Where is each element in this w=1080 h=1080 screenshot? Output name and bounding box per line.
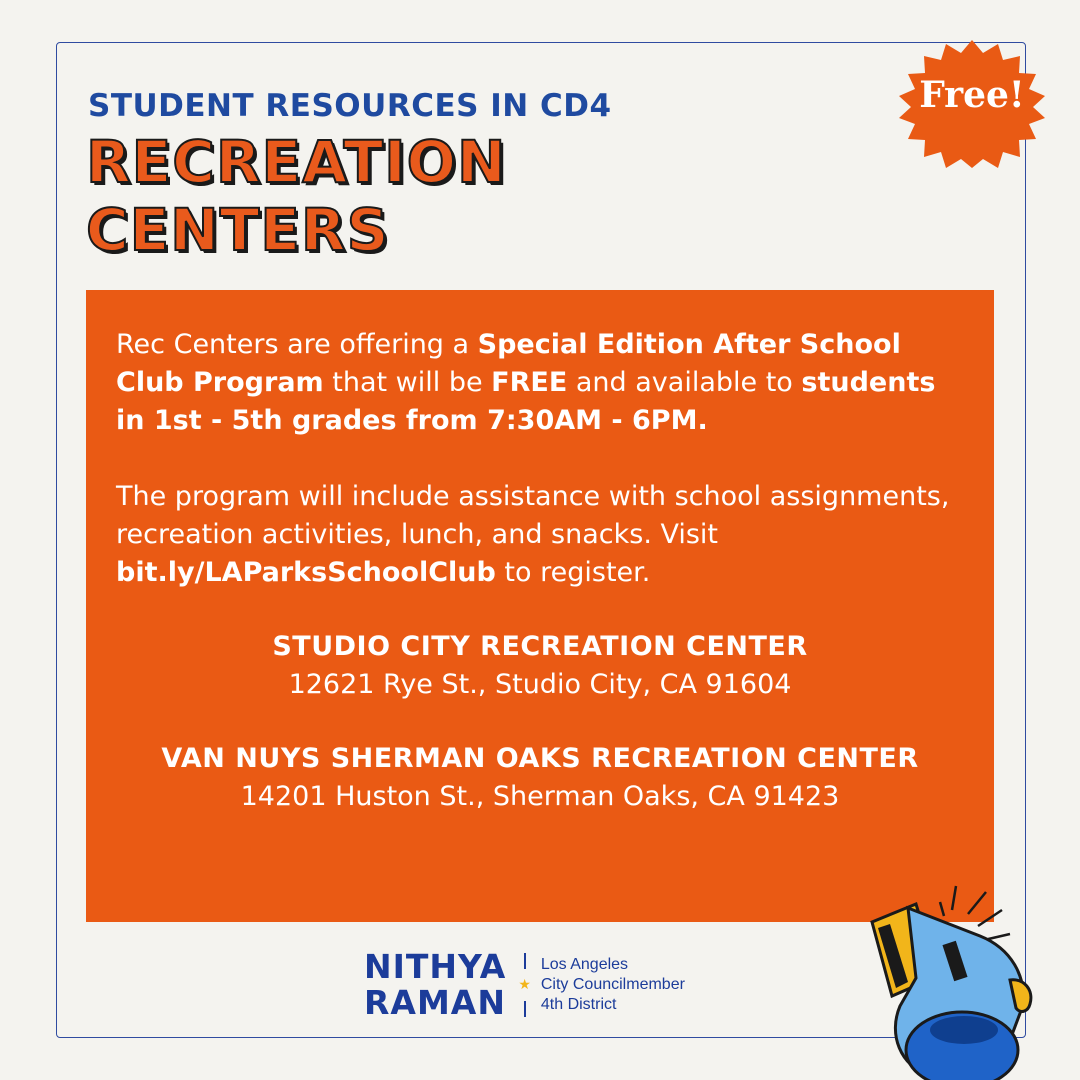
para1-program-name: Special Edition After School Club Program — [116, 329, 901, 398]
program-details — [116, 478, 964, 592]
separator-bar — [524, 953, 526, 969]
logo-name-line-1: NITHYA — [364, 947, 507, 986]
location-address: 12621 Rye St., Studio City, CA 91604 — [288, 669, 792, 700]
program-description — [116, 326, 964, 440]
title-line-2: CENTERS — [86, 196, 390, 264]
para1-eligibility: students in 1st - 5th grades from 7:30AM - 6PM. — [116, 367, 936, 436]
kicker-title: STUDENT RESOURCES IN CD4 — [88, 88, 612, 124]
location-van-nuys — [116, 740, 964, 816]
logo-office-line-1: Los Angeles — [540, 956, 629, 973]
free-badge-label: Free! — [919, 74, 1025, 116]
logo-name — [364, 949, 506, 1021]
para2-text-1: The program will include assistance with school assignments, recreation activities, lunch, and snacks. Visit — [116, 481, 950, 550]
register-link[interactable]: bit.ly/LAParksSchoolClub — [116, 557, 496, 588]
whistle-icon — [860, 880, 1060, 1080]
councilmember-logo — [364, 947, 685, 1022]
para1-text-3: and available to — [567, 367, 802, 398]
location-studio-city — [116, 628, 964, 704]
para1-text-2: that will be — [323, 367, 492, 398]
info-panel — [86, 290, 994, 922]
location-address: 14201 Huston St., Sherman Oaks, CA 91423 — [240, 781, 840, 812]
logo-name-line-2: RAMAN — [364, 983, 506, 1022]
star-icon: ★ — [518, 977, 531, 993]
logo-office-line-2: City Councilmember — [540, 976, 685, 993]
location-name: VAN NUYS SHERMAN OAKS RECREATION CENTER — [161, 743, 919, 774]
page-title — [86, 128, 507, 264]
para1-free: FREE — [491, 367, 568, 398]
title-line-1: RECREATION — [86, 128, 507, 196]
logo-office-line-3: 4th District — [540, 996, 617, 1013]
para1-text-1: Rec Centers are offering a — [116, 329, 478, 360]
para2-text-2: to register. — [495, 557, 651, 588]
location-name: STUDIO CITY RECREATION CENTER — [272, 631, 808, 662]
separator-bar — [524, 1001, 526, 1017]
logo-office — [541, 955, 685, 1015]
logo-separator — [518, 953, 531, 1017]
